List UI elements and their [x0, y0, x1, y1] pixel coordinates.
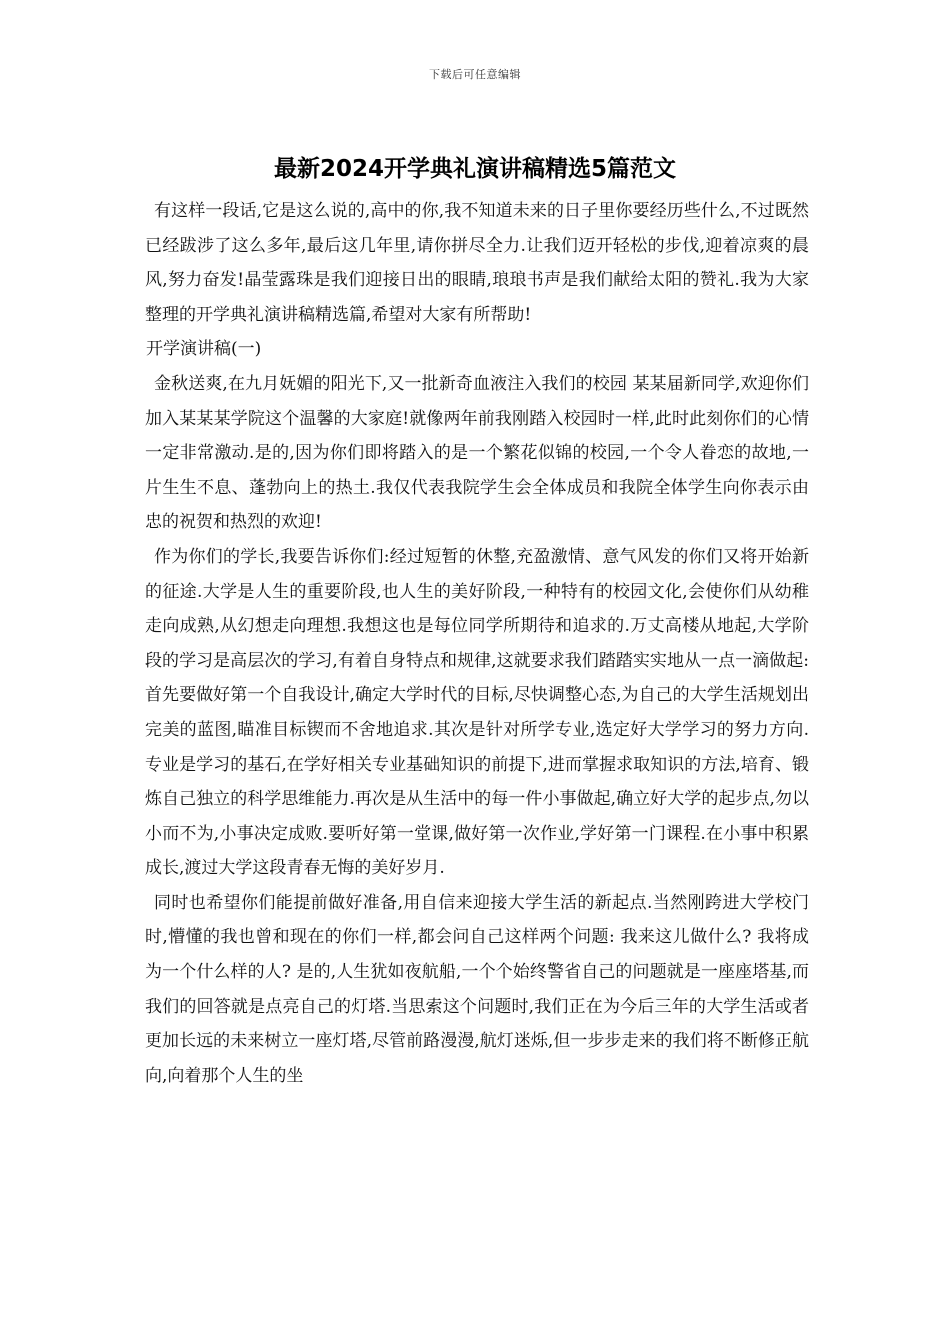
body-paragraph: 作为你们的学长,我要告诉你们:经过短暂的休整,充盈激情、意气风发的你们又将开始新的征途.大学是人生的重要阶段,也人生的美好阶段,一种特有的校园文化,会使你们从幼稚走向成熟,从幻想走向理想.我想这也是每位同学所期待和追求的.万丈高楼从地起,大学阶段的学习是高层次的学习,有着自身特点和规律,这就要求我们踏踏实实地从一点一滴做起:首先要做好第一个自我设计,确定大学时代的目标,尽快调整心态,为自己的大学生活规划出完美的蓝图,瞄准目标锲而不舍地追求.其次是针对所学专业,选定好大学学习的努力方向.专业是学习的基石,在学好相关专业基础知识的前提下,进而掌握求取知识的方法,培育、锻炼自己独立的科学思维能力.再次是从生活中的每一件小事做起,确立好大学的起步点,勿以小而不为,小事决定成败.要听好第一堂课,做好第一次作业,学好第一门课程.在小事中积累成长,渡过大学这段青春无悔的美好岁月.	[145, 546, 809, 879]
body-paragraph: 金秋送爽,在九月妩媚的阳光下,又一批新奇血液注入我们的校园 某某届新同学,欢迎你们加入某某某学院这个温馨的大家庭!就像两年前我刚踏入校园时一样,此时此刻你们的心情一定非常激动.是的,因为你们即将踏入的是一个繁花似锦的校园,一个令人眷恋的故地,一片生生不息、蓬勃向上的热土.我仅代表我院学生会全体成员和我院全体学生向你表示由忠的祝贺和热烈的欢迎!	[145, 373, 809, 533]
header-note: 下载后可任意编辑	[429, 68, 521, 81]
section-heading: 开学演讲稿(一)	[146, 339, 262, 360]
intro-paragraph: 有这样一段话,它是这么说的,高中的你,我不知道未来的日子里你要经历些什么,不过既然已经跋涉了这么多年,最后这几年里,请你拼尽全力.让我们迈开轻松的步伐,迎着凉爽的晨风,努力奋发!晶莹露珠是我们迎接日出的眼睛,琅琅书声是我们献给太阳的赞礼.我为大家整理的开学典礼演讲稿精选篇,希望对大家有所帮助!	[145, 201, 809, 325]
body-paragraph: 同时也希望你们能提前做好准备,用自信来迎接大学生活的新起点.当然刚跨进大学校门时,懵懂的我也曾和现在的你们一样,都会问自己这样两个问题: 我来这儿做什么? 我将成为一个什么样的人? 是的,人生犹如夜航船,一个个始终警省自己的问题就是一座座塔基,而我们的回答就是点亮自己的灯塔.当思索这个问题时,我们正在为今后三年的大学生活或者更加长远的未来树立一座灯塔,尽管前路漫漫,航灯迷烁,但一步步走来的我们将不断修正航向,向着那个人生的坐	[145, 892, 809, 1086]
document-body	[145, 194, 809, 1093]
document-title: 最新2024开学典礼演讲稿精选5篇范文	[273, 156, 677, 182]
